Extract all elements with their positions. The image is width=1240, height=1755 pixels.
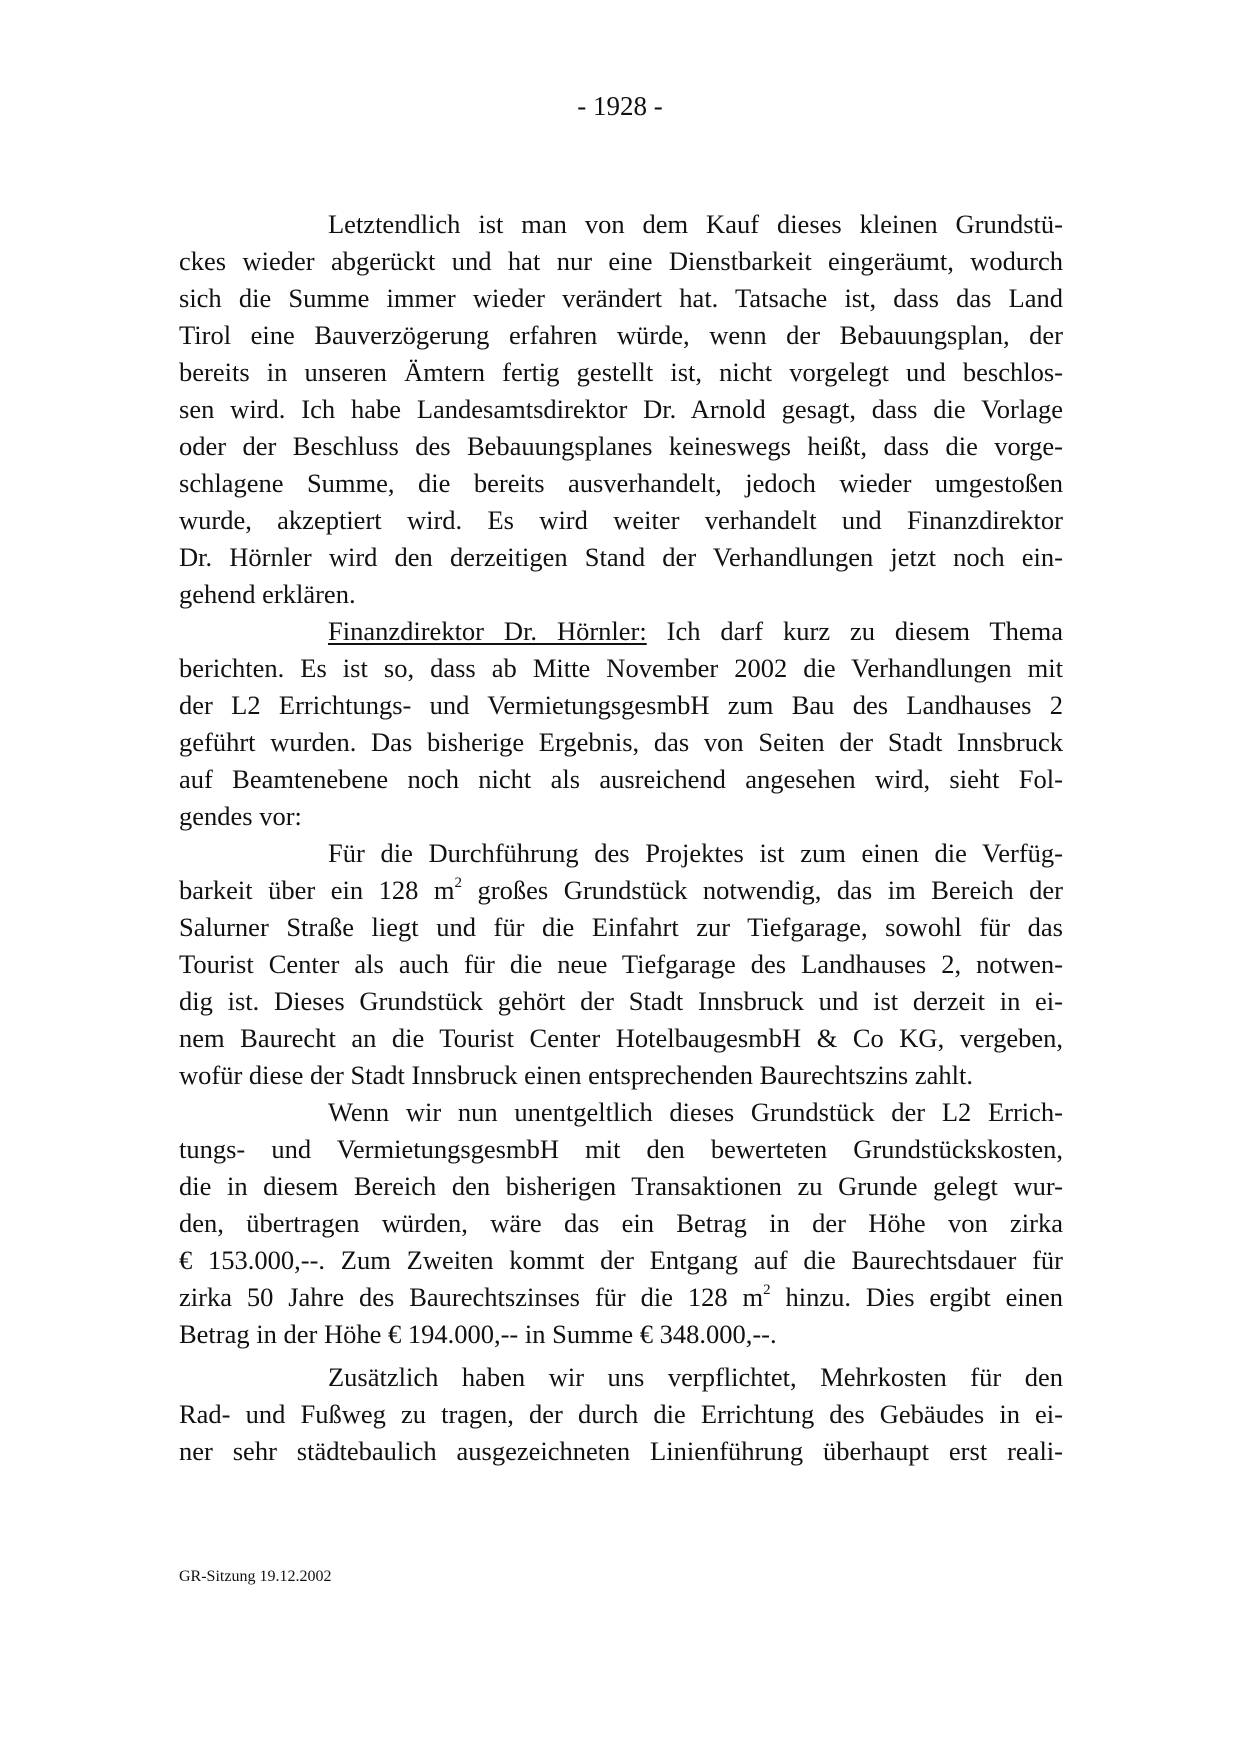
text-line: oder der Beschluss des Bebauungsplanes keineswegs heißt, dass die vorge-: [179, 431, 1063, 461]
text-line: Für die Durchführung des Projektes ist zum einen die Verfüg-: [328, 838, 1063, 868]
text-line: tungs- und VermietungsgesmbH mit den bewerteten Grundstückskosten,: [179, 1134, 1063, 1164]
text-line: geführt wurden. Das bisherige Ergebnis, das von Seiten der Stadt Innsbruck: [179, 727, 1063, 757]
text-fragment: großes Grundstück notwendig, das im Bereich der: [462, 875, 1063, 905]
text-line: sich die Summe immer wieder verändert hat. Tatsache ist, dass das Land: [179, 283, 1063, 313]
text-line: nem Baurecht an die Tourist Center HotelbaugesmbH & Co KG, vergeben,: [179, 1023, 1063, 1053]
paragraph-5: [179, 1359, 1063, 1470]
text-line: sen wird. Ich habe Landesamtsdirektor Dr. Arnold gesagt, dass die Vorlage: [179, 394, 1063, 424]
body-text: [179, 206, 1063, 1470]
paragraph-3: [179, 835, 1063, 1094]
text-line: Dr. Hörnler wird den derzeitigen Stand der Verhandlungen jetzt noch ein-: [179, 542, 1063, 572]
text-line: den, übertragen würden, wäre das ein Betrag in der Höhe von zirka: [179, 1208, 1063, 1238]
text-fragment: zirka 50 Jahre des Baurechtszinses für die 128 m: [179, 1282, 764, 1312]
footer-session-date: GR-Sitzung 19.12.2002: [179, 1568, 332, 1585]
text-fragment: Ich darf kurz zu diesem Thema: [646, 616, 1063, 646]
text-line: Betrag in der Höhe € 194.000,-- in Summe € 348.000,--.: [179, 1319, 777, 1349]
paragraph-1: [179, 206, 1063, 613]
text-line: wurde, akzeptiert wird. Es wird weiter verhandelt und Finanzdirektor: [179, 505, 1063, 535]
text-line: schlagene Summe, die bereits ausverhandelt, jedoch wieder umgestoßen: [179, 468, 1063, 498]
text-line: dig ist. Dieses Grundstück gehört der Stadt Innsbruck und ist derzeit in ei-: [179, 986, 1063, 1016]
text-fragment: barkeit über ein 128 m: [179, 875, 455, 905]
paragraph-2: [179, 613, 1063, 835]
speaker-name: Finanzdirektor Dr. Hörnler:: [328, 616, 647, 646]
text-line: Zusätzlich haben wir uns verpflichtet, Mehrkosten für den: [328, 1362, 1063, 1392]
text-line: der L2 Errichtungs- und VermietungsgesmbH zum Bau des Landhauses 2: [179, 690, 1063, 720]
text-fragment: hinzu. Dies ergibt einen: [770, 1282, 1063, 1312]
text-line: € 153.000,--. Zum Zweiten kommt der Entgang auf die Baurechtsdauer für: [179, 1245, 1063, 1275]
superscript: 2: [763, 1282, 771, 1298]
page-number: - 1928 -: [577, 91, 663, 121]
text-line: Wenn wir nun unentgeltlich dieses Grundstück der L2 Errich-: [328, 1097, 1063, 1127]
text-line: ckes wieder abgerückt und hat nur eine Dienstbarkeit eingeräumt, wodurch: [179, 246, 1063, 276]
text-line: auf Beamtenebene noch nicht als ausreichend angesehen wird, sieht Fol-: [179, 764, 1063, 794]
paragraph-4: [179, 1094, 1063, 1353]
text-line: Tirol eine Bauverzögerung erfahren würde, wenn der Bebauungsplan, der: [179, 320, 1063, 350]
text-line: Tourist Center als auch für die neue Tiefgarage des Landhauses 2, notwen-: [179, 949, 1063, 979]
text-line: ner sehr städtebaulich ausgezeichneten Linienführung überhaupt erst reali-: [179, 1436, 1063, 1466]
text-line: [179, 872, 1063, 909]
text-line: die in diesem Bereich den bisherigen Transaktionen zu Grunde gelegt wur-: [179, 1171, 1063, 1201]
text-line: Rad- und Fußweg zu tragen, der durch die Errichtung des Gebäudes in ei-: [179, 1399, 1063, 1429]
text-line: wofür diese der Stadt Innsbruck einen entsprechenden Baurechtszins zahlt.: [179, 1060, 973, 1090]
text-line: gendes vor:: [179, 801, 302, 831]
superscript: 2: [454, 875, 462, 891]
text-line: Letztendlich ist man von dem Kauf dieses kleinen Grundstü-: [328, 209, 1063, 239]
text-line: berichten. Es ist so, dass ab Mitte November 2002 die Verhandlungen mit: [179, 653, 1063, 683]
text-line: gehend erklären.: [179, 579, 356, 609]
text-line: bereits in unseren Ämtern fertig gestellt ist, nicht vorgelegt und beschlos-: [179, 357, 1063, 387]
text-line: [179, 1279, 1063, 1316]
text-line: Salurner Straße liegt und für die Einfahrt zur Tiefgarage, sowohl für das: [179, 912, 1063, 942]
text-line: [179, 613, 1063, 650]
